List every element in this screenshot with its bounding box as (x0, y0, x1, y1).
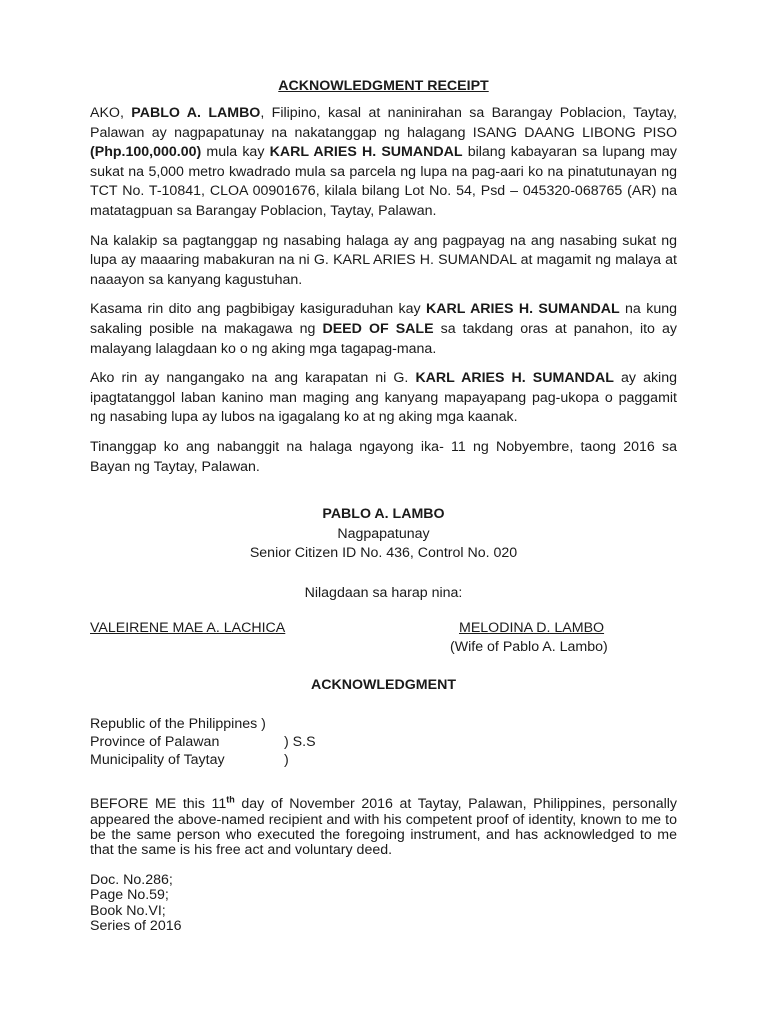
witness-block (90, 619, 677, 659)
paragraph-2: Na kalakip sa pagtanggap ng nasabing halaga ay ang pagpayag na ang nasabing sukat ng lupa ay maaaring mabakuran na ni G. KARL ARIES H. SUMANDAL at magamit ng malaya at naaayon sa kanyang kagustuhan. (90, 232, 677, 288)
p3-text-a: Kasama rin dito ang pagbibigay kasiguraduhan kay (90, 301, 427, 318)
acknowledgment-title: ACKNOWLEDGMENT (310, 677, 456, 694)
venue-republic: Republic of the Philippines ) (90, 716, 266, 733)
p1-name-recipient: PABLO A. LAMBO (131, 105, 261, 121)
p3-text-c: sa takdang oras at panahon, ito ay malayang lalagdaan ko o ng aking mga tagapag-mana. (90, 320, 677, 357)
signatory-name: PABLO A. LAMBO (322, 506, 445, 523)
paragraph-1 (90, 104, 677, 222)
venue-block (90, 715, 677, 775)
signatory-role: Nagpapatunay (337, 525, 430, 542)
paragraph-4 (90, 369, 677, 428)
acknowledgment-body (90, 794, 677, 859)
venue-province: Province of Palawan (90, 734, 220, 751)
p1-text-d: bilang kabayaran sa lupang may sukat na 5,000 metro kwadrado mula sa parcela ng lupa na pag-aari ko na pinatutunayan ng TCT No. T-10841, CLOA 00901676, kilala bilang Lot No. 54, Psd – 045320-068765 (AR) na matatagpuan sa Barangay Poblacion, Taytay, Palawan. (90, 144, 677, 219)
series: Series of 2016 (90, 917, 182, 934)
venue-ss: ) S.S (284, 734, 316, 751)
p1-text-c: mula kay (201, 144, 270, 161)
p3-name: KARL ARIES H. SUMANDAL (426, 301, 620, 318)
p3-text-b: na kung sakaling posible na makagawa ng (90, 301, 677, 337)
witness-intro: Nilagdaan sa harap nina: (304, 584, 463, 601)
p1-amount: (Php.100,000.00) (90, 144, 202, 161)
p1-text-a: AKO, (90, 105, 132, 121)
ack-superscript: th (226, 794, 235, 805)
paragraph-3 (90, 300, 677, 359)
p1-text-b: , Filipino, kasal at naninirahan sa Barangay Poblacion, Taytay, Palawan ay nagpapatunay na nakatanggap ng halagang ISANG DAANG LIBONG PISO (90, 105, 677, 141)
ack-text-b: day of November 2016 at Taytay, Palawan, Philippines, personally appeared the above-named recipient and with his competent proof of identity, known to me to be the same person who executed the foregoing instrument, and has acknowledged to me that the same is his free act and voluntary deed. (90, 796, 677, 859)
signatory-id: Senior Citizen ID No. 436, Control No. 020 (249, 545, 518, 562)
p4-text-b: ay aking ipagtatanggol laban kanino man maging ang kanyang mapayapang pag-ukopa o paggamit ng nasabing lupa ay lubos na igagalang ko at ng aking mga kaanak. (90, 370, 677, 426)
witness-1-name: VALEIRENE MAE A. LACHICA (90, 620, 286, 637)
paragraph-5: Tinanggap ko ang nabanggit na halaga ngayong ika- 11 ng Nobyembre, taong 2016 sa Bayan ng Taytay, Palawan. (90, 438, 677, 475)
notarial-register (90, 873, 677, 934)
p4-name: KARL ARIES H. SUMANDAL (415, 370, 614, 387)
book-number: Book No.VI; (90, 902, 166, 919)
doc-number: Doc. No.286; (90, 872, 173, 889)
p4-text-a: Ako rin ay nangangako na ang karapatan ni G. (90, 370, 416, 387)
witness-2-name: MELODINA D. LAMBO (459, 620, 605, 637)
ack-text-a: BEFORE ME this 11 (90, 796, 227, 813)
document-title: ACKNOWLEDGMENT RECEIPT (278, 78, 489, 94)
page-number: Page No.59; (90, 887, 169, 904)
venue-municipality: Municipality of Taytay (90, 752, 225, 769)
signature-block (90, 505, 677, 564)
document-page (90, 76, 677, 934)
witness-2-note: (Wife of Pablo A. Lambo) (450, 639, 608, 656)
p1-name-payer: KARL ARIES H. SUMANDAL (269, 144, 463, 161)
p3-deed: DEED OF SALE (322, 320, 434, 337)
venue-paren: ) (284, 752, 289, 769)
